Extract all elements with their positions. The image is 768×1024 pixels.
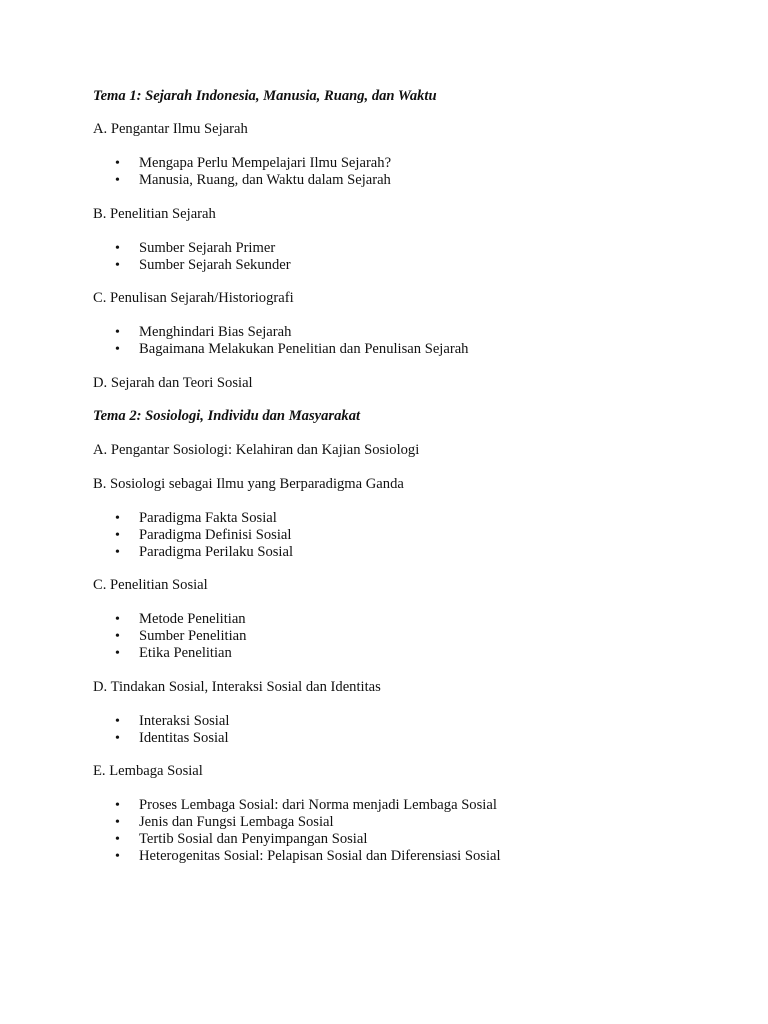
list-item: Etika Penelitian — [139, 645, 232, 661]
list-item: Identitas Sosial — [139, 730, 229, 746]
bullet-icon: • — [115, 241, 120, 256]
list-item: Interaksi Sosial — [139, 713, 230, 729]
list-item: Mengapa Perlu Mempelajari Ilmu Sejarah? — [139, 155, 392, 171]
bullet-icon: • — [115, 545, 120, 560]
list-item: Sumber Penelitian — [139, 628, 247, 644]
section-heading: D. Sejarah dan Teori Sosial — [93, 375, 253, 391]
list-item: Manusia, Ruang, dan Waktu dalam Sejarah — [139, 172, 391, 188]
bullet-icon: • — [115, 156, 120, 171]
list-item: Proses Lembaga Sosial: dari Norma menjadi Lembaga Sosial — [139, 797, 497, 813]
list-item: Sumber Sejarah Sekunder — [139, 257, 291, 273]
bullet-icon: • — [115, 815, 120, 830]
section-heading: A. Pengantar Ilmu Sejarah — [93, 121, 248, 137]
list-item: Metode Penelitian — [139, 611, 246, 627]
theme-1-title: Tema 1: Sejarah Indonesia, Manusia, Ruang, dan Waktu — [93, 88, 437, 104]
section-heading: E. Lembaga Sosial — [93, 763, 203, 779]
section-heading: A. Pengantar Sosiologi: Kelahiran dan Kajian Sosiologi — [93, 442, 420, 458]
bullet-icon: • — [115, 629, 120, 644]
list-item: Bagaimana Melakukan Penelitian dan Penulisan Sejarah — [139, 341, 469, 357]
bullet-icon: • — [115, 258, 120, 273]
list-item: Sumber Sejarah Primer — [139, 240, 276, 256]
bullet-icon: • — [115, 849, 120, 864]
list-item: Jenis dan Fungsi Lembaga Sosial — [139, 814, 334, 830]
list-item: Menghindari Bias Sejarah — [139, 324, 292, 340]
bullet-icon: • — [115, 342, 120, 357]
section-heading: C. Penelitian Sosial — [93, 577, 208, 593]
bullet-icon: • — [115, 832, 120, 847]
bullet-icon: • — [115, 731, 120, 746]
bullet-icon: • — [115, 714, 120, 729]
list-item: Paradigma Perilaku Sosial — [139, 544, 294, 560]
bullet-icon: • — [115, 528, 120, 543]
section-heading: B. Sosiologi sebagai Ilmu yang Berparadigma Ganda — [93, 476, 404, 492]
section-heading: D. Tindakan Sosial, Interaksi Sosial dan Identitas — [93, 679, 381, 695]
bullet-icon: • — [115, 325, 120, 340]
list-item: Heterogenitas Sosial: Pelapisan Sosial dan Diferensiasi Sosial — [139, 848, 501, 864]
list-item: Tertib Sosial dan Penyimpangan Sosial — [139, 831, 368, 847]
bullet-icon: • — [115, 173, 120, 188]
theme-2-title: Tema 2: Sosiologi, Individu dan Masyarakat — [93, 408, 361, 424]
bullet-icon: • — [115, 646, 120, 661]
section-heading: B. Penelitian Sejarah — [93, 206, 216, 222]
list-item: Paradigma Definisi Sosial — [139, 527, 292, 543]
list-item: Paradigma Fakta Sosial — [139, 510, 277, 526]
bullet-icon: • — [115, 511, 120, 526]
bullet-icon: • — [115, 798, 120, 813]
bullet-icon: • — [115, 612, 120, 627]
section-heading: C. Penulisan Sejarah/Historiografi — [93, 290, 294, 306]
